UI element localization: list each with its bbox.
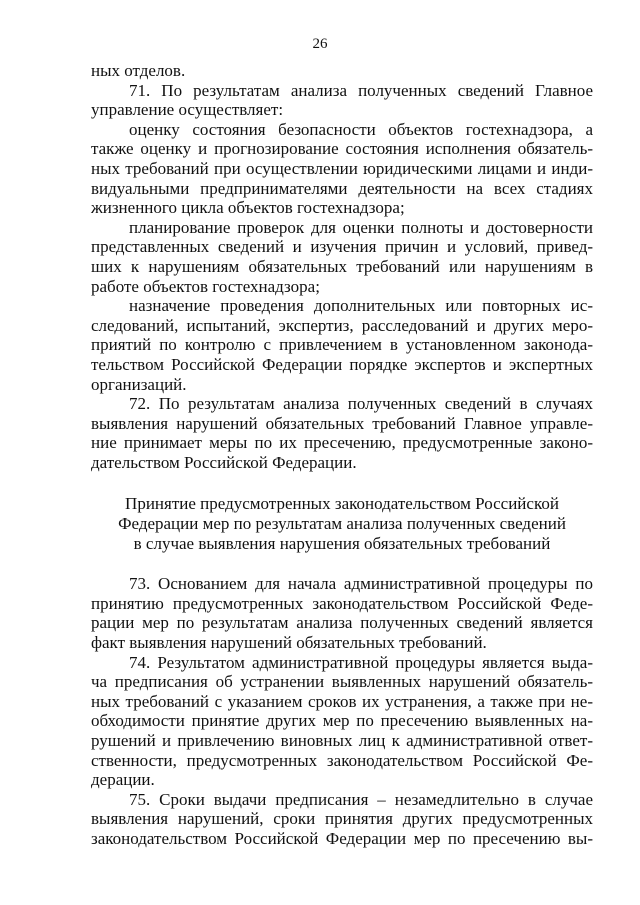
text-line: ние принимает меры по их пресечению, предусмотренные законо- (91, 433, 593, 453)
text-line: представленных сведений и изучения причин и условий, привед- (91, 237, 593, 257)
text-line: дерации. (91, 770, 155, 790)
section-heading (91, 494, 593, 553)
spacer (91, 553, 593, 574)
text-line: ных отделов. (91, 61, 186, 80)
text-line: тельством Российской Федерации порядке экспертов и экспертных (91, 354, 593, 374)
text-line: дательством Российской Федерации. (91, 452, 357, 472)
text-line: управление осуществляет: (91, 100, 284, 120)
spacer (91, 472, 593, 494)
text-line: ших к нарушениям обязательных требований или нарушениям в (91, 256, 593, 276)
text-line: 71. По результатам анализа полученных сведений Главное (129, 80, 593, 100)
text-line: следований, испытаний, экспертиз, расследований и других меро- (91, 315, 593, 335)
text-line: ных требований при осуществлении юридическими лицами и инди- (91, 158, 593, 178)
text-line: оценку состояния безопасности объектов гостехнадзора, а (129, 119, 593, 139)
heading-line: в случае выявления нарушения обязательных требований (133, 533, 551, 553)
text-line: выявления нарушений обязательных требований Главное управле- (91, 413, 593, 433)
document-body (91, 61, 593, 849)
text-line: обходимости принятие других мер по пресечению выявленных на- (91, 711, 593, 731)
text-line: 73. Основанием для начала административной процедуры по (129, 574, 593, 594)
text-line: выявления нарушений, сроки принятия других предусмотренных (91, 809, 593, 829)
text-line: 74. Результатом административной процедуры является выда- (129, 652, 593, 672)
heading-line: Принятие предусмотренных законодательством Российской (125, 494, 559, 514)
text-line: жизненного цикла объектов гостехнадзора; (91, 198, 405, 218)
paragraphs-after-heading (91, 574, 593, 848)
text-line: рушений и привлечению виновных лиц к административной ответ- (91, 731, 593, 750)
paragraphs-before-heading (91, 61, 593, 472)
text-line: ных требований с указанием сроков их устранения, а также при не- (91, 691, 593, 711)
text-line: рации мер по результатам анализа полученных сведений является (91, 613, 593, 633)
text-line: ственности, предусмотренных законодательством Российской Фе- (91, 750, 593, 770)
text-line: работе объектов гостехнадзора; (91, 276, 320, 296)
text-line: назначение проведения дополнительных или повторных ис- (129, 296, 593, 316)
text-line: факт выявления нарушений обязательных требований. (91, 633, 487, 653)
text-line: планирование проверок для оценки полноты и достоверности (129, 217, 593, 237)
text-line: приятий по контролю с привлечением в установленном законода- (91, 335, 593, 355)
text-line: 75. Сроки выдачи предписания – незамедлительно в случае (129, 789, 593, 809)
text-line: также оценку и прогнозирование состояния исполнения обязатель- (91, 139, 593, 159)
text-line: принятию предусмотренных законодательством Российской Феде- (91, 593, 593, 613)
text-line: организаций. (91, 374, 187, 394)
text-line: законодательством Российской Федерации мер по пресечению вы- (91, 828, 593, 848)
text-line: видуальными предпринимателями деятельности на всех стадиях (91, 178, 593, 198)
text-line: 72. По результатам анализа полученных сведений в случаях (129, 394, 593, 414)
page-number: 26 (312, 36, 328, 52)
text-line: ча предписания об устранении выявленных нарушений обязатель- (91, 672, 593, 692)
heading-line: Федерации мер по результатам анализа полученных сведений (118, 514, 566, 534)
